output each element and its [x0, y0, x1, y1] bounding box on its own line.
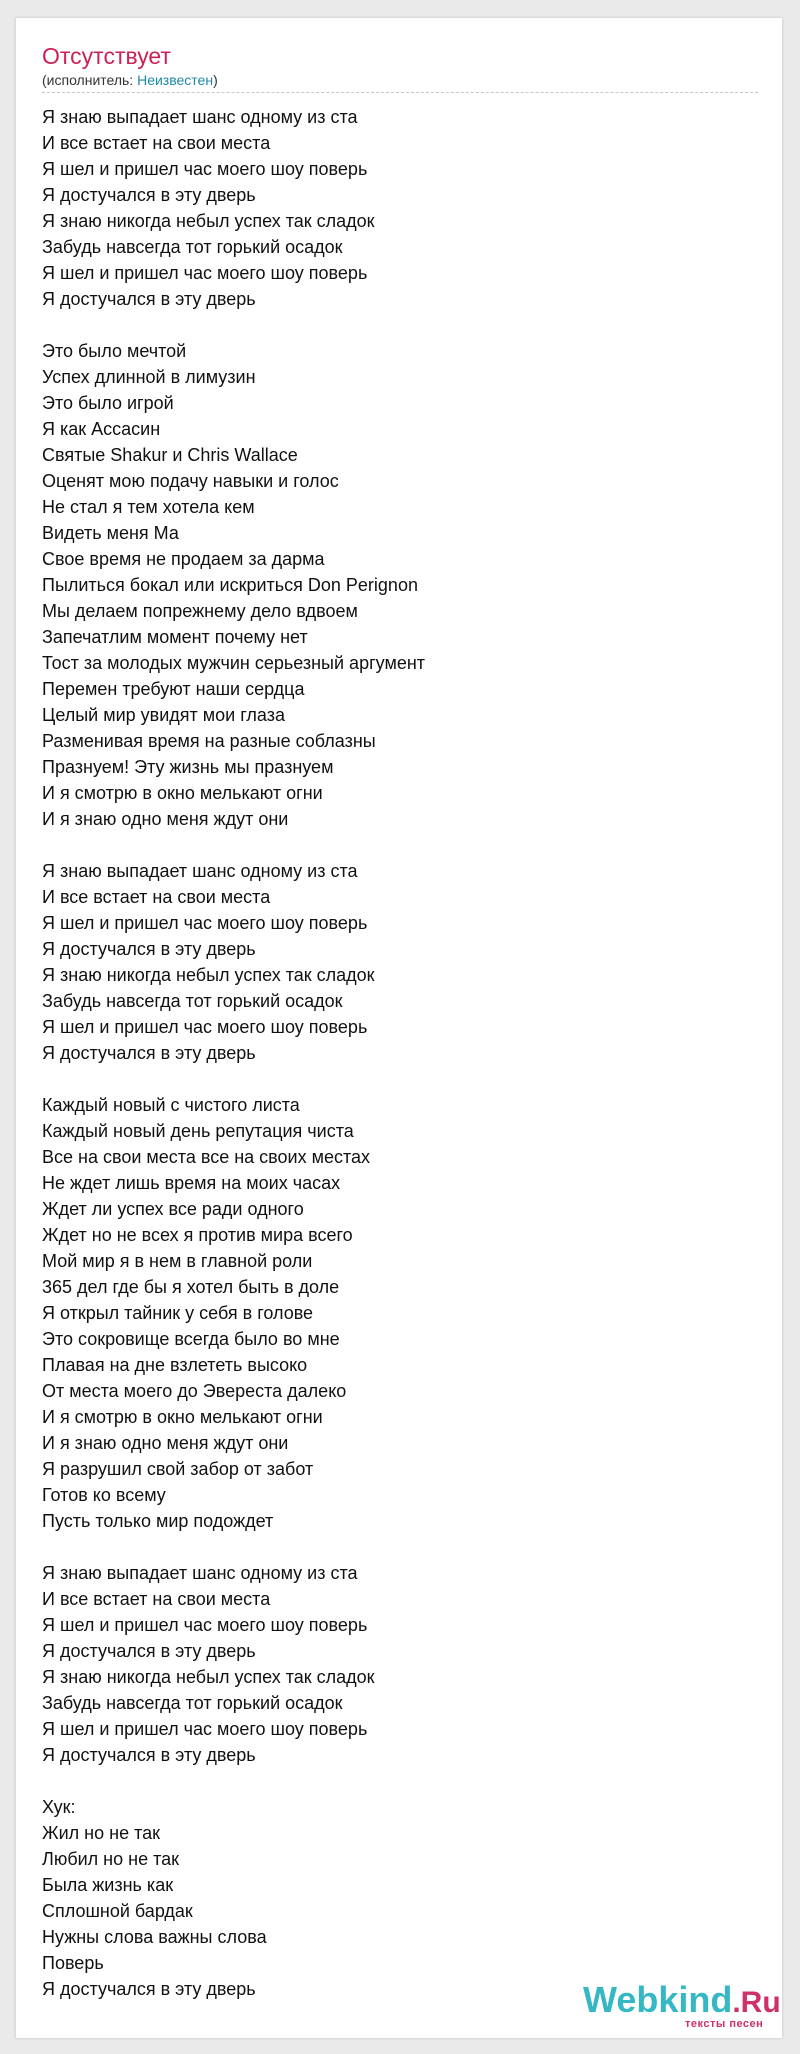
artist-link[interactable]: Неизвестен [137, 72, 214, 88]
lyric-line: Не стал я тем хотела кем [42, 497, 255, 517]
logo-tagline: тексты песен [685, 2018, 764, 2030]
stanza-break [42, 1768, 742, 1794]
lyric-line: И все встает на свои места [42, 1589, 271, 1609]
lyric-line: И я смотрю в окно мелькают огни [42, 783, 323, 803]
stanza-break [42, 1066, 742, 1092]
lyric-line: Я достучался в эту дверь [42, 939, 256, 959]
lyric-line: Празнуем! Эту жизнь мы празнуем [42, 757, 334, 777]
song-title: Отсутствует [42, 43, 171, 69]
lyric-line: Тост за молодых мужчин серьезный аргумент [42, 653, 426, 673]
lyric-line: И я смотрю в окно мелькают огни [42, 1407, 323, 1427]
lyric-line: Я достучался в эту дверь [42, 1043, 256, 1063]
lyric-line: Я открыл тайник у себя в голове [42, 1303, 314, 1323]
lyric-line: Я знаю выпадает шанс одному из ста [42, 1563, 358, 1583]
lyric-line: Пусть только мир подождет [42, 1511, 274, 1531]
lyric-line: Я шел и пришел час моего шоу поверь [42, 913, 368, 933]
lyric-line: И я знаю одно меня ждут они [42, 809, 289, 829]
logo-suffix: .Ru [732, 1986, 781, 2019]
lyric-line: Разменивая время на разные соблазны [42, 731, 376, 751]
lyric-line: Я знаю никогда небыл успех так сладок [42, 1667, 375, 1687]
lyric-line: Я достучался в эту дверь [42, 1745, 256, 1765]
lyric-line: Я достучался в эту дверь [42, 289, 256, 309]
artist-prefix: (исполнитель: [42, 72, 138, 88]
lyric-line: Забудь навсегда тот горький осадок [42, 237, 343, 257]
lyric-line: Это было игрой [42, 393, 174, 413]
lyric-line: Я знаю никогда небыл успех так сладок [42, 965, 375, 985]
lyric-line: Целый мир увидят мои глаза [42, 705, 285, 725]
lyric-line: Это сокровище всегда было во мне [42, 1329, 340, 1349]
lyric-line: Перемен требуют наши сердца [42, 679, 305, 699]
lyric-line: Я достучался в эту дверь [42, 185, 256, 205]
lyric-line: Это было мечтой [42, 341, 187, 361]
stanza-break [42, 832, 742, 858]
artist-suffix: ) [213, 72, 218, 88]
lyric-line: Видеть меня Ма [42, 523, 179, 543]
lyric-line: Готов ко всему [42, 1485, 166, 1505]
lyric-line: Поверь [42, 1953, 104, 1973]
lyric-line: Запечатлим момент почему нет [42, 627, 308, 647]
lyrics-body [42, 104, 742, 2002]
lyric-line: Каждый новый с чистого листа [42, 1095, 300, 1115]
lyric-line: Я знаю выпадает шанс одному из ста [42, 107, 358, 127]
lyric-line: Любил но не так [42, 1849, 180, 1869]
logo-main-text: Webkind [583, 1979, 733, 2020]
lyric-line: Хук: [42, 1797, 76, 1817]
lyric-line: Я шел и пришел час моего шоу поверь [42, 1615, 368, 1635]
lyric-line: Оценят мою подачу навыки и голос [42, 471, 339, 491]
lyric-line: Каждый новый день репутация чиста [42, 1121, 354, 1141]
stanza-break [42, 312, 742, 338]
lyric-line: Мой мир я в нем в главной роли [42, 1251, 313, 1271]
lyric-line: Я знаю выпадает шанс одному из ста [42, 861, 358, 881]
artist-line [42, 71, 218, 89]
lyric-line: Все на свои места все на своих местах [42, 1147, 371, 1167]
lyric-line: Я как Ассасин [42, 419, 161, 439]
lyric-line: Я достучался в эту дверь [42, 1979, 256, 1999]
lyric-line: Мы делаем попрежнему дело вдвоем [42, 601, 358, 621]
lyric-line: Святые Shakur и Chris Wallace [42, 445, 298, 465]
lyric-line: Сплошной бардак [42, 1901, 193, 1921]
lyric-line: Нужны слова важны слова [42, 1927, 267, 1947]
lyric-line: Пылиться бокал или искриться Don Perignon [42, 575, 418, 595]
lyric-line: И я знаю одно меня ждут они [42, 1433, 289, 1453]
lyric-line: Жил но не так [42, 1823, 161, 1843]
lyric-line: Я шел и пришел час моего шоу поверь [42, 263, 368, 283]
lyric-line: Я шел и пришел час моего шоу поверь [42, 1017, 368, 1037]
site-logo[interactable] [583, 1979, 783, 2032]
lyric-line: Не ждет лишь время на моих часах [42, 1173, 341, 1193]
logo-wordmark [583, 1979, 783, 2021]
stanza-break [42, 1534, 742, 1560]
lyric-line: Забудь навсегда тот горький осадок [42, 1693, 343, 1713]
lyric-line: Я шел и пришел час моего шоу поверь [42, 1719, 368, 1739]
header-divider [42, 92, 758, 93]
lyric-line: Я разрушил свой забор от забот [42, 1459, 314, 1479]
lyric-line: И все встает на свои места [42, 887, 271, 907]
lyric-line: Забудь навсегда тот горький осадок [42, 991, 343, 1011]
lyric-line: И все встает на свои места [42, 133, 271, 153]
lyric-line: Успех длинной в лимузин [42, 367, 256, 387]
lyric-line: Ждет ли успех все ради одного [42, 1199, 304, 1219]
lyric-line: Я достучался в эту дверь [42, 1641, 256, 1661]
lyric-line: Плавая на дне взлететь высоко [42, 1355, 308, 1375]
lyric-line: Я шел и пришел час моего шоу поверь [42, 159, 368, 179]
lyric-line: Я знаю никогда небыл успех так сладок [42, 211, 375, 231]
lyric-line: От места моего до Эвереста далеко [42, 1381, 347, 1401]
lyric-line: Свое время не продаем за дарма [42, 549, 325, 569]
lyric-line: Была жизнь как [42, 1875, 174, 1895]
lyric-line: Ждет но не всех я против мира всего [42, 1225, 353, 1245]
lyric-line: 365 дел где бы я хотел быть в доле [42, 1277, 340, 1297]
